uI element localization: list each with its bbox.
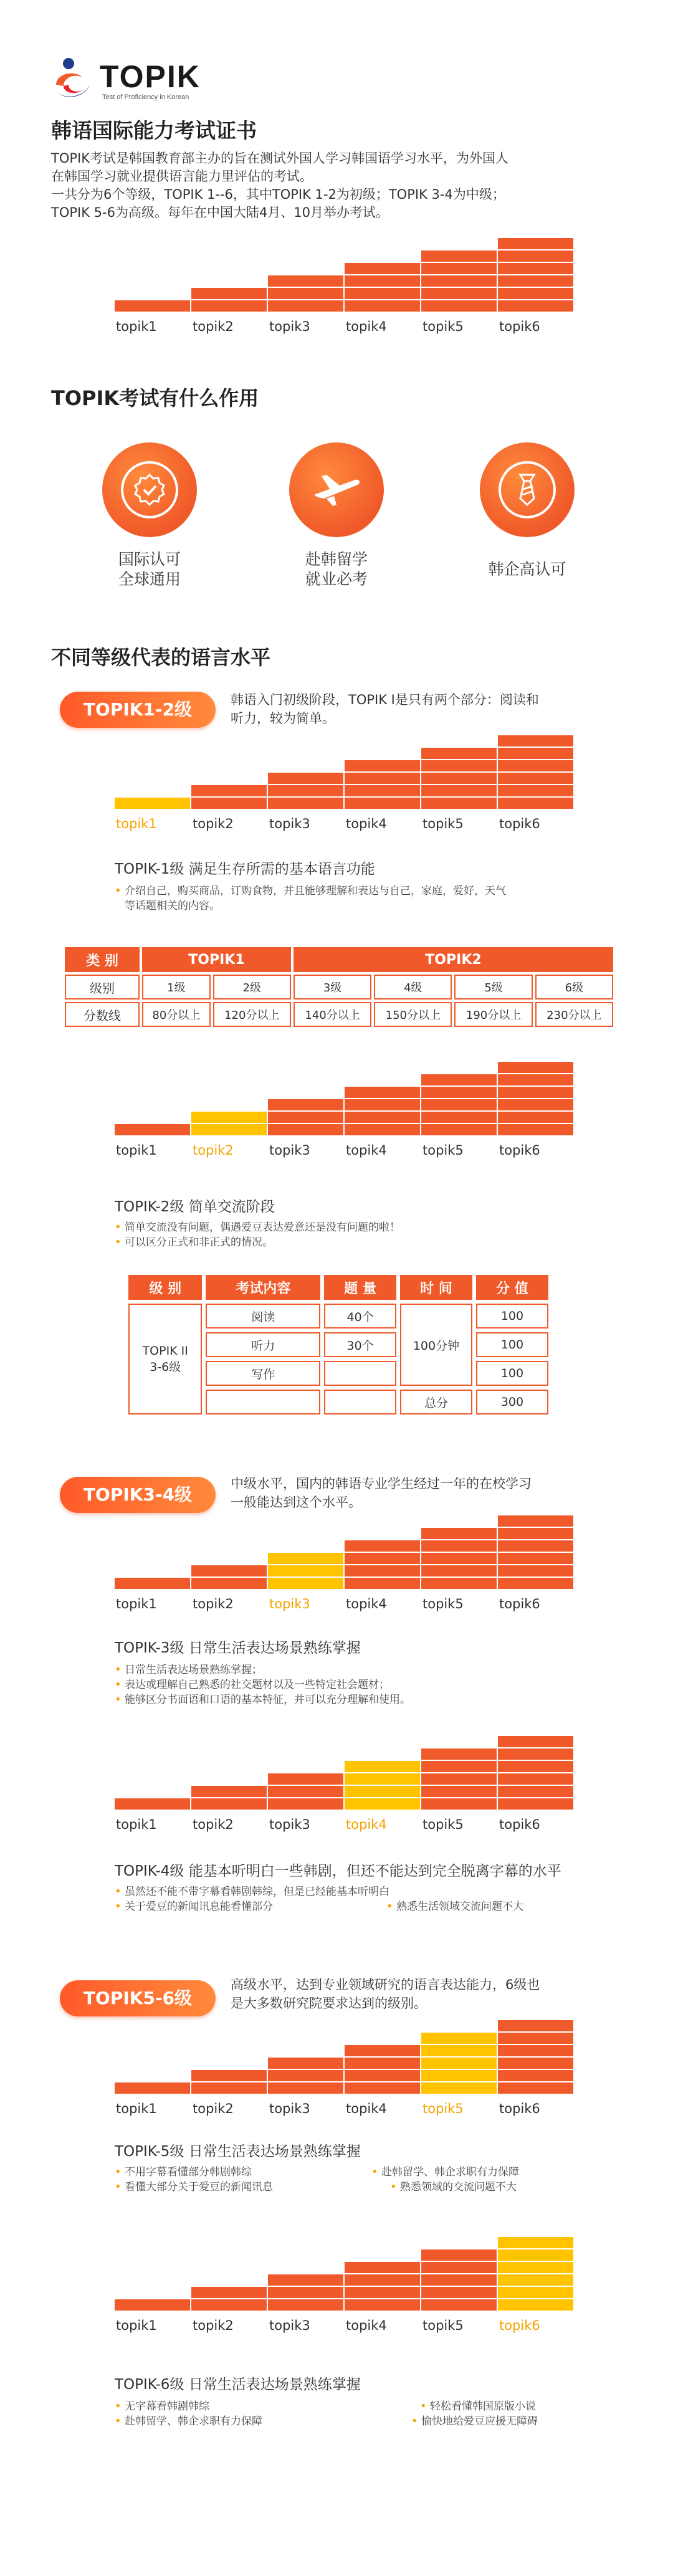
feature-korean-company: [477, 442, 577, 580]
level-label-topik1: topik1: [116, 1143, 157, 1158]
logo-wordmark: TOPIK: [100, 59, 201, 94]
level-staircase-chart: [115, 2236, 574, 2333]
table-cell: [324, 1361, 396, 1386]
table-cell: 120分以上: [213, 1002, 291, 1027]
level-desc: 韩语入门初级阶段，TOPIK I是只有两个部分：阅读和 听力，较为简单。: [231, 692, 539, 726]
level-bar-topik3: [268, 773, 343, 809]
table-header: 分 值: [476, 1275, 548, 1300]
level-label-topik6: topik6: [499, 1817, 540, 1832]
level-label-topik5: topik5: [422, 2318, 464, 2333]
logo-tagline: Test of Proficiency in Korean: [102, 93, 189, 101]
level-bar-topik3: [268, 2058, 343, 2094]
level-label-topik6: topik6: [499, 2318, 540, 2333]
table-cell: 1级: [142, 975, 211, 999]
level-bullets: • 日常生活表达场景熟练掌握； • 表达或理解自己熟悉的社交题材以及一些特定社会题材； • 能够区分书面语和口语的基本特征，并可以充分理解和使用。: [115, 1662, 411, 1707]
level-label-topik6: topik6: [499, 319, 540, 334]
level-label-topik5: topik5: [422, 1596, 464, 1611]
level-staircase-chart: [115, 734, 574, 831]
table-cell: 阅读: [206, 1304, 320, 1329]
level-title: TOPIK-3级 日常生活表达场景熟练掌握: [115, 1640, 361, 1656]
level-label-topik6: topik6: [499, 2101, 540, 2116]
level-bar-topik1: [115, 1798, 190, 1810]
level-bar-topik1: [115, 1124, 190, 1135]
level-bullets: • 虽然还不能不带字幕看韩剧韩综，但是已经能基本听明白 • 关于爱豆的新闻讯息能看懂部分: [115, 1884, 389, 1914]
level-bar-topik3: [268, 1099, 343, 1135]
level-label-topik2: topik2: [193, 816, 234, 831]
level-bar-topik3: [268, 1553, 343, 1589]
level-label-topik3: topik3: [269, 2318, 310, 2333]
level-pill-3-4: TOPIK3-4级: [60, 1477, 216, 1513]
table-cell: 140分以上: [294, 1002, 371, 1027]
level-label-topik4: topik4: [346, 319, 387, 334]
page-title: 韩语国际能力考试证书: [51, 118, 257, 143]
section-title-levels: 不同等级代表的语言水平: [51, 646, 271, 669]
level-bar-topik5: [421, 1528, 497, 1589]
table-header: 考试内容: [206, 1275, 320, 1300]
level-label-topik4: topik4: [346, 816, 387, 831]
level-bar-topik2: [191, 785, 267, 809]
level-staircase-chart: [115, 237, 574, 334]
feature-caption: 韩企高认可: [488, 560, 566, 578]
level-label-topik1: topik1: [116, 2318, 157, 2333]
level-label-topik4: topik4: [346, 2101, 387, 2116]
level-bullets: • 无字幕看韩剧韩综 • 赴韩留学、韩企求职有力保障: [115, 2399, 262, 2429]
level-bar-topik4: [345, 2045, 420, 2094]
level-desc: 中级水平，国内的韩语专业学生经过一年的在校学习 一般能达到这个水平。: [231, 1476, 532, 1510]
level-label-topik4: topik4: [346, 1143, 387, 1158]
table-cell: 4级: [374, 975, 452, 999]
level-label-topik1: topik1: [116, 1817, 157, 1832]
exam-table: [125, 1271, 552, 1418]
level-bar-topik6: [498, 1736, 573, 1810]
table-cell: 100: [476, 1304, 548, 1329]
intro-line: 一共分为6个等级，TOPIK 1--6，其中TOPIK 1-2为初级；TOPIK 3-4为中级；: [51, 187, 505, 202]
level-bar-topik4: [345, 2262, 420, 2311]
table-cell: 6级: [535, 975, 613, 999]
table-cell: 190分以上: [454, 1002, 532, 1027]
table-header: 题 量: [324, 1275, 396, 1300]
badge-check-icon: [121, 461, 178, 518]
level-staircase-chart: [115, 1735, 574, 1832]
level-bar-topik4: [345, 1761, 420, 1810]
level-label-topik2: topik2: [193, 2101, 234, 2116]
level-label-topik3: topik3: [269, 319, 310, 334]
level-bar-topik1: [115, 2299, 190, 2311]
level-bar-topik4: [345, 1087, 420, 1135]
table-header: 类 别: [65, 947, 140, 972]
table-cell: [324, 1390, 396, 1414]
level-bar-topik5: [421, 1748, 497, 1810]
intro-line: 在韩国学习就业提供语言能力里评估的考试。: [51, 169, 313, 184]
level-bar-topik2: [191, 2070, 267, 2094]
level-bar-topik5: [421, 2249, 497, 2311]
intro-line: TOPIK考试是韩国教育部主办的旨在测试外国人学习韩国语学习水平，为外国人: [51, 151, 508, 166]
level-label-topik2: topik2: [193, 1596, 234, 1611]
level-bar-topik6: [498, 1062, 573, 1135]
level-bar-topik1: [115, 300, 190, 312]
level-bar-topik2: [191, 1565, 267, 1589]
feature-caption: 赴韩留学 就业必考: [305, 550, 368, 588]
level-bar-topik3: [268, 275, 343, 312]
level-title: TOPIK-6级 日常生活表达场景熟练掌握: [115, 2377, 361, 2393]
level-bar-topik1: [115, 2082, 190, 2094]
table-cell: 总分: [400, 1390, 472, 1414]
level-bar-topik6: [498, 735, 573, 809]
table-cell: 写作: [206, 1361, 320, 1386]
level-title: TOPIK-1级 满足生存所需的基本语言功能: [115, 861, 375, 877]
level-bullets: • 简单交流没有问题，偶遇爱豆表达爱意还是没有问题的啦！ • 可以区分正式和非正式的情况。: [115, 1220, 400, 1250]
level-bar-topik3: [268, 2274, 343, 2311]
level-label-topik5: topik5: [422, 319, 464, 334]
level-label-topik2: topik2: [193, 2318, 234, 2333]
level-bar-topik4: [345, 1540, 420, 1589]
level-label-topik4: topik4: [346, 2318, 387, 2333]
level-bar-topik6: [498, 2020, 573, 2094]
level-pill-5-6: TOPIK5-6级: [60, 1980, 216, 2016]
table-cell: 100: [476, 1361, 548, 1386]
level-label-topik4: topik4: [346, 1596, 387, 1611]
level-staircase-chart: [115, 1061, 574, 1158]
level-pill-1-2: TOPIK1-2级: [60, 692, 216, 728]
topik-emblem-icon: [50, 55, 96, 101]
table-cell: [206, 1390, 320, 1414]
level-bar-topik2: [191, 1786, 267, 1810]
level-label-topik4: topik4: [346, 1817, 387, 1832]
level-label-topik6: topik6: [499, 816, 540, 831]
level-label-topik3: topik3: [269, 2101, 310, 2116]
level-bar-topik5: [421, 250, 497, 312]
level-label-topik5: topik5: [422, 1143, 464, 1158]
level-bullets: • 不用字幕看懂部分韩剧韩综 • 看懂大部分关于爱豆的新闻讯息: [115, 2165, 273, 2195]
level-bullets: • 赴韩留学、韩企求职有力保障 • 熟悉领域的交流问题不大: [371, 2165, 519, 2195]
level-bar-topik6: [498, 1515, 573, 1589]
level-bar-topik6: [498, 2237, 573, 2311]
table-header: 级 别: [128, 1275, 202, 1300]
level-label-topik3: topik3: [269, 816, 310, 831]
table-header: 时 间: [400, 1275, 472, 1300]
table-cell: 分数线: [65, 1002, 140, 1027]
level-label-topik2: topik2: [193, 1817, 234, 1832]
table-cell: TOPIK II 3-6级: [128, 1304, 202, 1414]
level-label-topik2: topik2: [193, 319, 234, 334]
level-bar-topik4: [345, 263, 420, 312]
level-bar-topik5: [421, 2033, 497, 2094]
table-cell: 5级: [454, 975, 532, 999]
level-title: TOPIK-5级 日常生活表达场景熟练掌握: [115, 2144, 361, 2160]
level-bullets: • 介绍自己，购买商品，订购食物，并且能够理解和表达与自己，家庭，爱好，天气 等话题相关的内容。: [115, 884, 506, 914]
level-label-topik5: topik5: [422, 1817, 464, 1832]
level-label-topik6: topik6: [499, 1596, 540, 1611]
table-cell: 40个: [324, 1304, 396, 1329]
level-bar-topik4: [345, 760, 420, 809]
table-cell: 100: [476, 1332, 548, 1357]
level-title: TOPIK-4级 能基本听明白一些韩剧，但还不能达到完全脱离字幕的水平: [115, 1863, 561, 1879]
table-cell: 150分以上: [374, 1002, 452, 1027]
table-cell: 级别: [65, 975, 140, 999]
level-title: TOPIK-2级 简单交流阶段: [115, 1199, 275, 1215]
level-bar-topik6: [498, 238, 573, 312]
level-desc: 高级水平，达到专业领域研究的语言表达能力，6级也 是大多数研究院要求达到的级别。: [231, 1977, 540, 2011]
level-label-topik1: topik1: [116, 1596, 157, 1611]
level-bar-topik2: [191, 1112, 267, 1135]
level-staircase-chart: [115, 2019, 574, 2116]
level-bar-topik5: [421, 748, 497, 809]
table-header: TOPIK2: [294, 947, 613, 972]
table-cell: 3级: [294, 975, 371, 999]
level-bar-topik3: [268, 1773, 343, 1810]
airplane-icon: [308, 461, 365, 518]
level-staircase-chart: [115, 1514, 574, 1611]
level-bar-topik1: [115, 1578, 190, 1589]
table-cell: 2级: [213, 975, 291, 999]
section-title-use: TOPIK考试有什么作用: [51, 386, 259, 410]
score-table: [62, 945, 616, 1029]
table-cell: 230分以上: [535, 1002, 613, 1027]
level-bar-topik5: [421, 1074, 497, 1135]
level-label-topik5: topik5: [422, 816, 464, 831]
feature-caption: 国际认可 全球通用: [118, 550, 181, 588]
level-label-topik6: topik6: [499, 1143, 540, 1158]
level-bar-topik2: [191, 288, 267, 312]
table-cell: 100分钟: [400, 1304, 472, 1386]
level-bullets: • 熟悉生活领域交流问题不大: [386, 1899, 523, 1914]
feature-study-abroad: [287, 442, 386, 589]
level-label-topik1: topik1: [116, 319, 157, 334]
level-label-topik1: topik1: [116, 816, 157, 831]
tie-icon: [499, 461, 556, 518]
level-label-topik1: topik1: [116, 2101, 157, 2116]
intro-line: TOPIK 5-6为高级。每年在中国大陆4月、10月举办考试。: [51, 205, 389, 220]
feature-international: [100, 442, 199, 589]
intro-paragraph: [51, 150, 624, 222]
table-cell: 听力: [206, 1332, 320, 1357]
level-label-topik3: topik3: [269, 1817, 310, 1832]
level-label-topik2: topik2: [193, 1143, 234, 1158]
table-header: TOPIK1: [142, 947, 291, 972]
level-bullets: • 轻松看懂韩国原版小说 • 愉快地给爱豆应援无障碍: [411, 2399, 538, 2429]
level-label-topik5: topik5: [422, 2101, 464, 2116]
level-bar-topik2: [191, 2287, 267, 2311]
level-label-topik3: topik3: [269, 1596, 310, 1611]
table-cell: 300: [476, 1390, 548, 1414]
topik-logo: [50, 55, 212, 105]
level-label-topik3: topik3: [269, 1143, 310, 1158]
table-cell: 30个: [324, 1332, 396, 1357]
table-cell: 80分以上: [142, 1002, 211, 1027]
level-bar-topik1: [115, 798, 190, 809]
